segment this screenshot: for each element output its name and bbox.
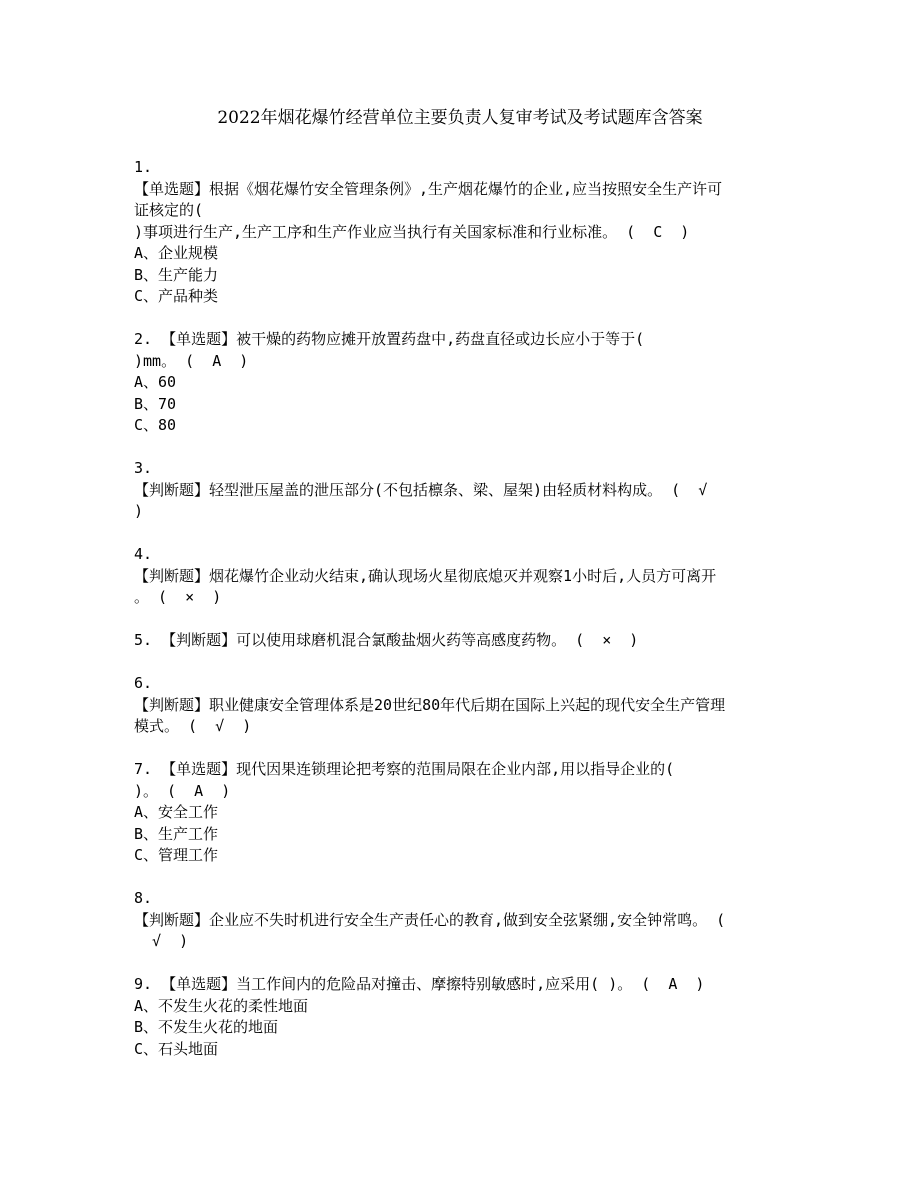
question-text: 【单选题】根据《烟花爆竹安全管理条例》,生产烟花爆竹的企业,应当按照安全生产许可 (134, 179, 723, 198)
option-c: C、80 (134, 416, 177, 434)
question-text: 【判断题】企业应不失时机进行安全生产责任心的教育,做到安全弦紧绷,安全钟常鸣。 ( (134, 910, 726, 929)
question-8 (134, 888, 794, 953)
question-text: 2. 【单选题】被干燥的药物应摊开放置药盘中,药盘直径或边长应小于等于( (134, 330, 645, 348)
question-text-answer: 模式。 ( √ ) (134, 717, 252, 735)
option-b: B、生产工作 (134, 824, 219, 843)
question-number: 8. (134, 889, 153, 907)
question-2 (134, 329, 794, 437)
question-text-answer: )。 ( A ) (134, 781, 231, 800)
question-5 (134, 630, 794, 652)
question-text: 【判断题】烟花爆竹企业动火结束,确认现场火星彻底熄灭并观察1小时后,人员方可离开 (134, 566, 717, 585)
question-number: 3. (134, 459, 153, 477)
question-text: 【判断题】职业健康安全管理体系是20世纪80年代后期在国际上兴起的现代安全生产管理 (134, 695, 726, 714)
question-text-answer: )mm。 ( A ) (134, 351, 249, 370)
option-b: B、70 (134, 394, 177, 413)
question-1 (134, 157, 794, 308)
page-title: 2022年烟花爆竹经营单位主要负责人复审考试及考试题库含答案 (217, 108, 703, 128)
question-text-answer: 。 ( × ) (134, 588, 222, 606)
option-c: C、管理工作 (134, 846, 219, 864)
question-text: 证核定的( (134, 201, 204, 219)
option-c: C、产品种类 (134, 287, 219, 305)
question-number: 1. (134, 158, 153, 176)
question-3 (134, 458, 794, 523)
option-b: B、不发生火花的地面 (134, 1018, 279, 1036)
option-c: C、石头地面 (134, 1039, 219, 1058)
question-text-answer: )事项进行生产,生产工序和生产作业应当执行有关国家标准和行业标准。 ( C ) (134, 222, 690, 241)
question-6 (134, 673, 794, 738)
question-list (134, 157, 794, 1082)
question-text-answer: 5. 【判断题】可以使用球磨机混合氯酸盐烟火药等高感度药物。 ( × ) (134, 631, 639, 649)
option-a: A、不发生火花的柔性地面 (134, 996, 309, 1015)
question-text-answer: 9. 【单选题】当工作间内的危险品对撞击、摩擦特别敏感时,应采用( )。 ( A ) (134, 975, 705, 993)
option-b: B、生产能力 (134, 265, 219, 284)
option-a: A、企业规模 (134, 244, 219, 262)
question-7 (134, 759, 794, 867)
option-a: A、60 (134, 373, 177, 391)
question-number: 6. (134, 674, 153, 692)
question-text: 7. 【单选题】现代因果连锁理论把考察的范围局限在企业内部,用以指导企业的( (134, 760, 675, 778)
question-answer: √ ) (134, 932, 189, 950)
question-text-answer: 【判断题】轻型泄压屋盖的泄压部分(不包括檩条、梁、屋架)由轻质材料构成。 ( √ (134, 480, 708, 499)
question-9 (134, 974, 794, 1060)
question-number: 4. (134, 545, 153, 563)
question-text: ) (134, 502, 144, 520)
option-a: A、安全工作 (134, 803, 219, 821)
question-4 (134, 544, 794, 609)
